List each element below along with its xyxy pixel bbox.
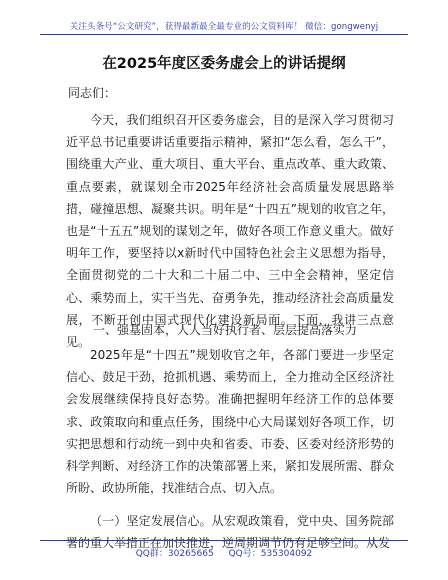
salutation: 同志们： [68,86,117,100]
footer-divider [40,540,408,541]
document-title: 在2025年度区委务虚会上的讲话提纲 [102,56,346,72]
body-paragraph-subsection: （一）坚定发展信心。从宏观政策看，党中央、国务院部署的重大举措正在加快推进，逆周期调节仍有足够空间。从发 [66,514,394,551]
footer [0,546,448,559]
intro-paragraph: 今天，我们组织召开区委务虚会，目的是深入学习贯彻习近平总书记重要讲话重要指示精神，紧扣“怎么看，怎么干”，围绕重大产业、重大项目、重大平台、重点改革、重大政策、重点要素，就谋划全市2025年经济社会高质量发展思路举措，碰撞思想、凝聚共识。明年是“十四五”规划的收官之年，也是“十五五”规划的谋划之年，做好各项工作意义重大。做好明年工作，要坚持以x新时代中国特色社会主义思想为指导，全面贯彻党的二十大和二十届二中、三中全会精神，坚定信心、乘势而上，实干当先、奋勇争先，推动经济社会高质量发展，不断开创中国式现代化建设新局面。下面，我讲三点意见。 [66,113,394,350]
header-divider [40,34,408,35]
body-paragraph: 2025年是“十四五”规划收官之年，各部门要进一步坚定信心、鼓足干劲，抢抓机遇、乘势而上，全力推动全区经济社会发展继续保持良好态势。准确把握明年经济工作的总体要求、政策取向和重点任务，围绕中心大局谋划好各项工作，切实把思想和行动统一到中央和省委、市委、区委对经济形势的科学判断、对经济工作的决策部署上来，紧扣发展所需、群众所盼、政协所能，找准结合点、切入点。 [66,348,394,496]
footer-qq-number: QQ号：535304092 [228,549,313,559]
footer-qq-group: QQ群：30265665 [135,549,214,559]
section-heading: 一、强基固本，人人当好执行者、层层提高落实力 [93,323,358,337]
header-banner: 关注头条号“公文研究”，获得最新最全最专业的公文资料库！ 微信：gongwenyj [69,22,379,32]
